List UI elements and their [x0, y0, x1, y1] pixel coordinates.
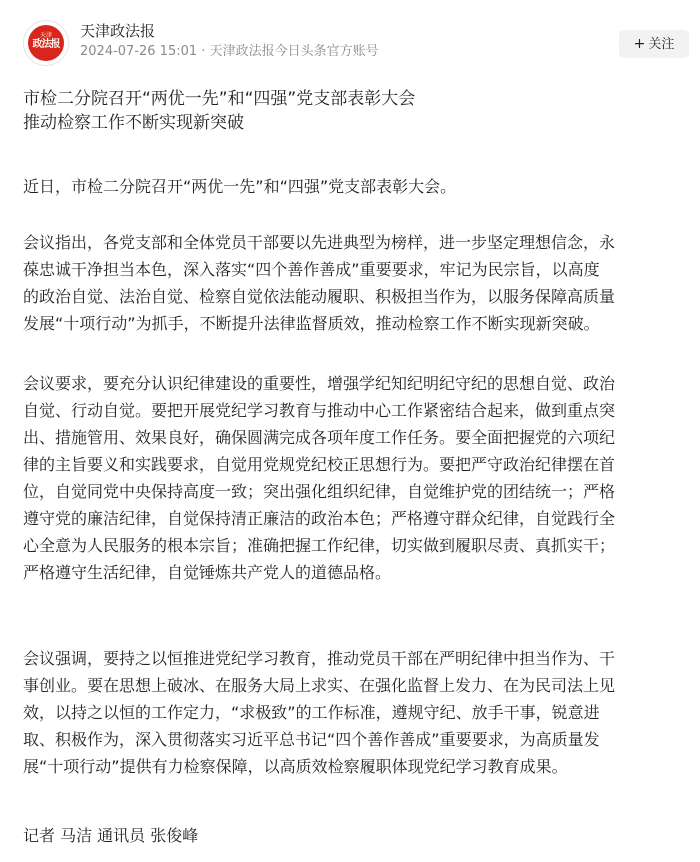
logo-big-text: 政法报 [32, 39, 60, 50]
paragraph-line: 自觉、行动自觉。要把开展党纪学习教育与推动中心工作紧密结合起来，做到重点突 [23, 401, 616, 420]
paragraph-line: 遵守党的廉洁纪律，自觉保持清正廉洁的政治本色；严格遵守群众纪律，自觉践行全 [23, 509, 616, 528]
article-header [0, 0, 700, 76]
paragraph-line: 取、积极作为，深入贯彻落实习近平总书记“四个善作善成”重要要求，为高质量发 [23, 730, 600, 749]
paragraph-line: 会议强调，要持之以恒推进党纪学习教育，推动党员干部在严明纪律中担当作为、干 [23, 649, 616, 668]
author-logo [28, 25, 64, 61]
paragraph-line: 近日，市检二分院召开“两优一先”和“四强”党支部表彰大会。 [23, 177, 457, 196]
paragraph-line: 会议要求，要充分认识纪律建设的重要性，增强学纪知纪明纪守纪的思想自觉、政治 [23, 374, 616, 393]
author-avatar[interactable] [23, 20, 69, 66]
title-line: 推动检察工作不断实现新突破 [23, 113, 244, 133]
post-source: 天津政法报今日头条官方账号 [209, 44, 379, 59]
author-name[interactable]: 天津政法报 [80, 22, 156, 40]
paragraph-line: 事创业。要在思想上破冰、在服务大局上求实、在强化监督上发力、在为民司法上见 [23, 676, 616, 695]
paragraph-line: 出、措施管用、效果良好，确保圆满完成各项年度工作任务。要全面把握党的六项纪 [23, 428, 616, 447]
post-meta [80, 43, 379, 61]
follow-label: 关注 [648, 37, 675, 52]
paragraph-line: 位，自觉同党中央保持高度一致；突出强化组织纪律，自觉维护党的团结统一；严格 [23, 482, 616, 501]
plus-icon: + [633, 36, 646, 52]
paragraph-line: 严格遵守生活纪律，自觉锤炼共产党人的道德品格。 [23, 563, 392, 582]
article-byline: 记者 马洁 通讯员 张俊峰 [23, 826, 199, 845]
paragraph-line: 会议指出，各党支部和全体党员干部要以先进典型为榜样，进一步坚定理想信念，永 [23, 233, 616, 252]
article-paragraph-2 [23, 229, 693, 337]
paragraph-line: 效，以持之以恒的工作定力，“求极致”的工作标准，遵规守纪、放手干事，锐意进 [23, 703, 600, 722]
paragraph-line: 心全意为人民服务的根本宗旨；准确把握工作纪律，切实做到履职尽责、真抓实干； [23, 536, 616, 555]
article-paragraph-1 [23, 173, 693, 200]
post-timestamp: 2024-07-26 15:01 [80, 44, 198, 59]
follow-button[interactable] [619, 30, 689, 58]
paragraph-line: 的政治自觉、法治自觉、检察自觉依法能动履职、积极担当作为，以服务保障高质量 [23, 287, 616, 306]
paragraph-line: 葆忠诚干净担当本色，深入落实“四个善作善成”重要要求，牢记为民宗旨，以高度 [23, 260, 600, 279]
paragraph-line: 展“十项行动”提供有力检察保障，以高质效检察履职体现党纪学习教育成果。 [23, 757, 568, 776]
article-title [23, 87, 683, 135]
title-line: 市检二分院召开“两优一先”和“四强”党支部表彰大会 [23, 89, 416, 109]
article-paragraph-4 [23, 645, 693, 780]
meta-separator: · [201, 44, 206, 59]
paragraph-line: 律的主旨要义和实践要求，自觉用党规党纪校正思想行为。要把严守政治纪律摆在首 [23, 455, 616, 474]
logo-small-text: 天津 [39, 32, 52, 39]
paragraph-line: 发展“十项行动”为抓手，不断提升法律监督质效，推动检察工作不断实现新突破。 [23, 314, 600, 333]
article-paragraph-3 [23, 370, 693, 586]
